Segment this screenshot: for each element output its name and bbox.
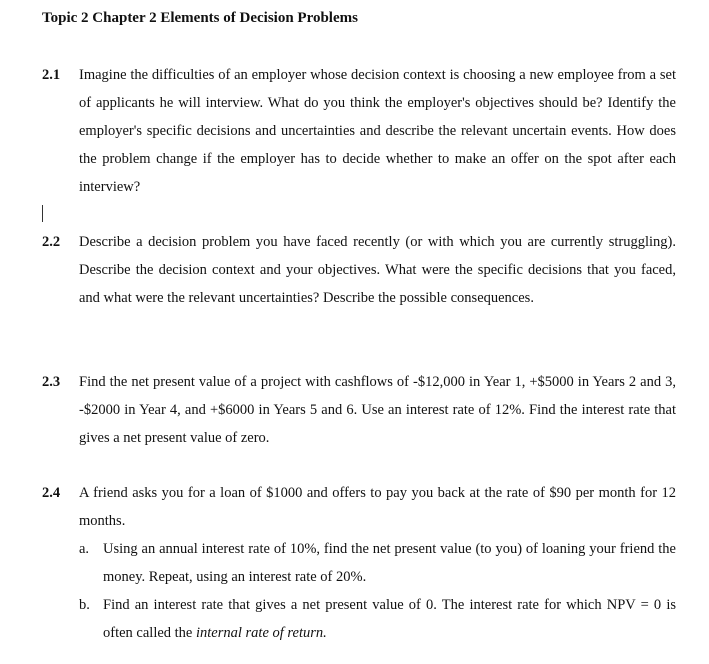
problem-2-3: [42, 368, 676, 452]
subpart-letter: b.: [79, 597, 90, 613]
problem-text: Imagine the difficulties of an employer whose decision context is choosing a new employee from a set of applicants he will interview. What do you think the employer's objectives should be? Identify the employer's specific decisions and uncertainties and describe the relevant uncertain events. How does the problem change if the employer has to decide whether to make an offer on the spot after each interview?: [79, 67, 676, 195]
text-cursor: [42, 205, 43, 222]
problem-number: 2.4: [42, 485, 61, 501]
subpart-text: [103, 591, 676, 647]
subpart-text: Using an annual interest rate of 10%, find the net present value (to you) of loaning your friend the money. Repeat, using an interest rate of 20%.: [103, 541, 676, 585]
subpart-letter: a.: [79, 541, 90, 557]
subpart-text-body: Find an interest rate that gives a net present value of 0. The interest rate for which NPV = 0 is often called the: [103, 597, 676, 641]
problem-text: Find the net present value of a project with cashflows of -$12,000 in Year 1, +$5000 in Years 2 and 3, -$2000 in Year 4, and +$6000 in Years 5 and 6. Use an interest rate of 12%. Find the interest rate that gives a net present value of zero.: [79, 374, 676, 446]
problem-number: 2.3: [42, 374, 61, 390]
problem-2-4: [42, 479, 676, 647]
problem-text: A friend asks you for a loan of $1000 and offers to pay you back at the rate of $90 per month for 12 months.: [79, 485, 676, 529]
emphasis-internal-rate-of-return: internal rate of return.: [196, 625, 327, 641]
problem-2-1: [42, 61, 676, 201]
subpart-b: [79, 591, 676, 647]
subpart-a: [79, 535, 676, 591]
problem-2-2: [42, 228, 676, 312]
problem-text: Describe a decision problem you have faced recently (or with which you are currently struggling). Describe the decision context and your objectives. What were the specific decisions that you faced, and what were the relevant uncertainties? Describe the possible consequences.: [79, 234, 676, 306]
problem-number: 2.1: [42, 67, 61, 83]
problem-number: 2.2: [42, 234, 61, 250]
document-title: Topic 2 Chapter 2 Elements of Decision Problems: [42, 10, 358, 26]
